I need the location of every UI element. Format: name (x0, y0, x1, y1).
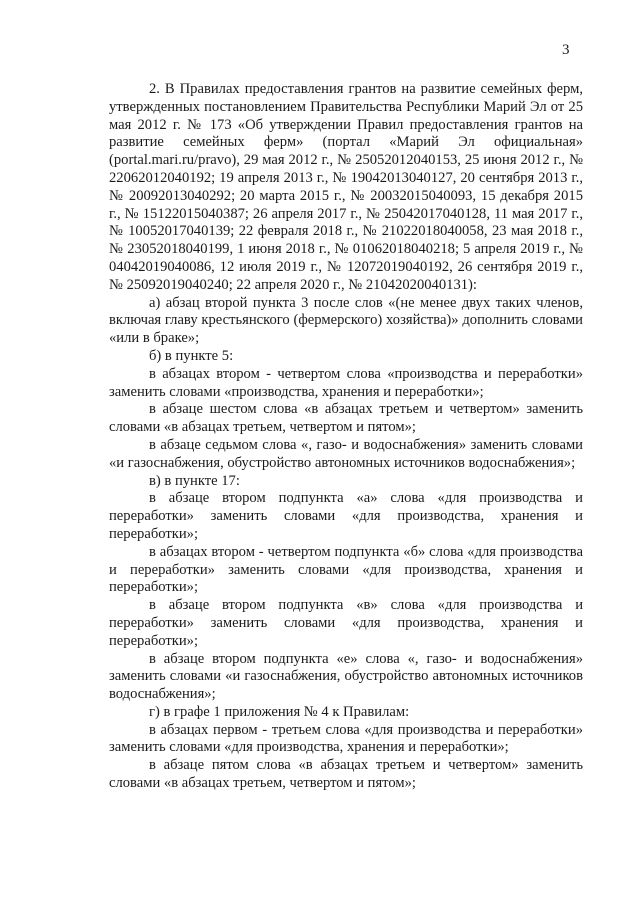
paragraph-item-v-2: в абзацах втором - четвертом подпункта «б» слова «для производства и переработки» заменить словами «для производства, хранения и переработки»; (109, 543, 583, 596)
paragraph-item-v-4: в абзаце втором подпункта «е» слова «, газо- и водоснабжения» заменить словами «и газоснабжения, обустройство автономных источников водоснабжения»; (109, 650, 583, 703)
paragraph-item-b-1: в абзацах втором - четвертом слова «производства и переработки» заменить словами «производства, хранения и переработки»; (109, 365, 583, 400)
paragraph-item-a: а) абзац второй пункта 3 после слов «(не менее двух таких членов, включая главу крестьянского (фермерского) хозяйства)» дополнить словами «или в браке»; (109, 294, 583, 347)
page-number: 3 (562, 42, 570, 58)
paragraph-intro: 2. В Правилах предоставления грантов на развитие семейных ферм, утвержденных постановлением Правительства Республики Марий Эл от 25 мая 2012 г. № 173 «Об утверждении Правил предоставления грантов на развитие семейных ферм» (портал «Марий Эл официальная» (portal.mari.ru/pravo), 29 мая 2012 г., № 25052012040153, 25 июня 2012 г., № 22062012040192; 19 апреля 2013 г., № 19042013040127, 20 сентября 2013 г., № 20092013040292; 20 марта 2015 г., № 20032015040093, 15 декабря 2015 г., № 15122015040387; 26 апреля 2017 г., № 25042017040128, 11 мая 2017 г., № 10052017040139; 22 февраля 2018 г., № 21022018040058, 23 мая 2018 г., № 23052018040199, 1 июня 2018 г., № 01062018040218; 5 апреля 2019 г., № 04042019040086, 12 июля 2019 г., № 12072019040192, 26 сентября 2019 г., № 25092019040240; 22 апреля 2020 г., № 21042020040131): (109, 81, 583, 293)
document-body (109, 81, 583, 793)
paragraph-item-b-2: в абзаце шестом слова «в абзацах третьем и четвертом» заменить словами «в абзацах третьем, четвертом и пятом»; (109, 401, 583, 436)
paragraph-item-b-heading: б) в пункте 5: (149, 347, 234, 364)
paragraph-item-b-3: в абзаце седьмом слова «, газо- и водоснабжения» заменить словами «и газоснабжения, обустройство автономных источников водоснабжения»; (109, 436, 583, 471)
paragraph-item-g-2: в абзаце пятом слова «в абзацах третьем и четвертом» заменить словами «в абзацах третьем, четвертом и пятом»; (109, 757, 583, 792)
paragraph-item-v-3: в абзаце втором подпункта «в» слова «для производства и переработки» заменить словами «для производства, хранения и переработки»; (109, 597, 583, 649)
paragraph-item-v-1: в абзаце втором подпункта «а» слова «для производства и переработки» заменить словами «для производства, хранения и переработки»; (109, 490, 583, 542)
paragraph-item-v-heading: в) в пункте 17: (149, 472, 240, 489)
paragraph-item-g-1: в абзацах первом - третьем слова «для производства и переработки» заменить словами «для производства, хранения и переработки»; (109, 721, 583, 756)
paragraph-item-g-heading: г) в графе 1 приложения № 4 к Правилам: (149, 703, 410, 720)
